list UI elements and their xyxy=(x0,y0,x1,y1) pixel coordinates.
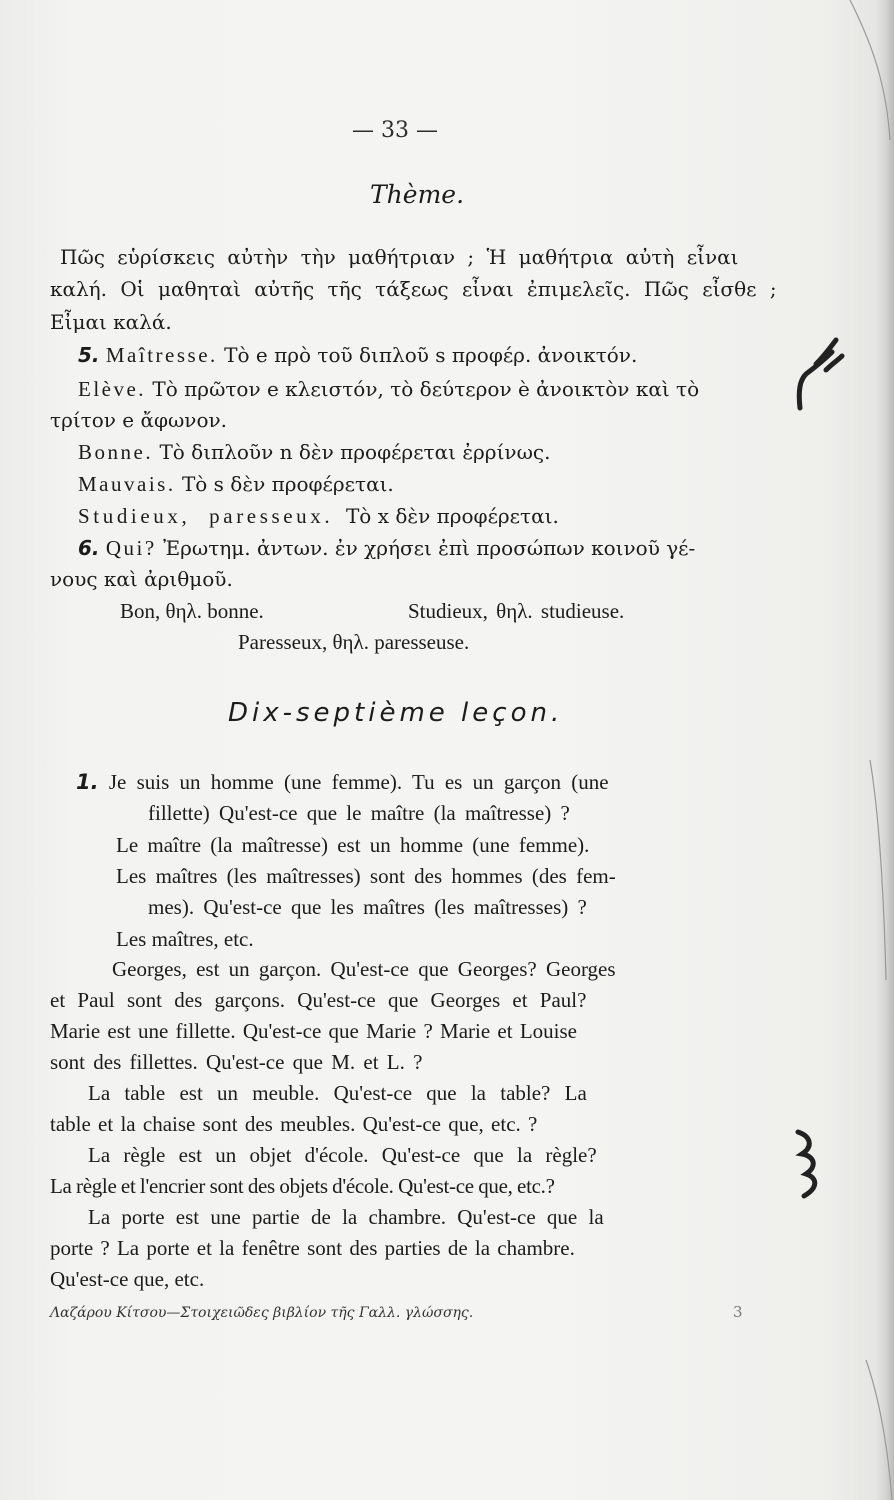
note-studieux-word: Studieux, paresseux. xyxy=(78,504,334,528)
lesson-line-1 xyxy=(76,770,609,795)
note-studieux-line xyxy=(78,504,559,529)
lesson-number: 1. xyxy=(76,770,99,794)
handwritten-mark-bottom xyxy=(780,1126,830,1206)
note-mauvais-line xyxy=(78,472,394,497)
note-eleve-text: Τὸ πρῶτον e κλειστόν, τὸ δεύτερον è ἀνοικτὸν καὶ τὸ xyxy=(152,377,700,401)
lesson-line-5: mes). Qu'est-ce que les maîtres (les maîtresses) ? xyxy=(148,895,587,919)
lesson-line-3: Le maître (la maîtresse) est un homme (une femme). xyxy=(116,833,590,857)
bon-feminine: Bon, θηλ. bonne. xyxy=(120,599,264,623)
lesson-line-10: sont des fillettes. Qu'est-ce que M. et L. ? xyxy=(50,1050,423,1074)
lesson-line-16: porte ? La porte et la fenêtre sont des parties de la chambre. xyxy=(50,1236,575,1260)
lesson-line-15: La porte est une partie de la chambre. Qu'est-ce que la xyxy=(88,1205,604,1229)
note-5-word: Maîtresse. xyxy=(105,343,218,367)
lesson-line-2: fillette) Qu'est-ce que le maître (la maîtresse) ? xyxy=(148,801,570,825)
paresseux-feminine: Paresseux, θηλ. paresseuse. xyxy=(238,630,470,654)
lesson-line-7: Georges, est un garçon. Qu'est-ce que Georges? Georges xyxy=(112,957,616,981)
lesson-heading: Dix-septième leçon. xyxy=(228,698,564,728)
lesson-line-14: La règle et l'encrier sont des objets d'école. Qu'est-ce que, etc.? xyxy=(50,1174,555,1198)
worn-page-edge xyxy=(840,0,894,1500)
lesson-line-12: table et la chaise sont des meubles. Qu'est-ce que, etc. ? xyxy=(50,1112,538,1136)
note-6-line xyxy=(78,536,695,561)
note-eleve-cont: τρίτον e ἄφωνον. xyxy=(50,408,228,432)
note-bonne-text: Τὸ διπλοῦν n δὲν προφέρεται ἐρρίνως. xyxy=(159,440,551,464)
note-studieux-text: Τὸ x δὲν προφέρεται. xyxy=(345,504,559,528)
lesson-line-9: Marie est une fillette. Qu'est-ce que Marie ? Marie et Louise xyxy=(50,1019,577,1043)
handwritten-mark-top xyxy=(786,330,846,420)
note-mauvais-word: Mauvais. xyxy=(78,472,176,496)
note-6-word: Qui? xyxy=(105,536,157,560)
note-eleve-line xyxy=(78,377,699,402)
theme-heading: Thème. xyxy=(370,180,465,209)
note-6-cont: νους καὶ ἀριθμοῦ. xyxy=(50,567,233,591)
page-number: — 33 — xyxy=(352,118,438,143)
lesson-line-17: Qu'est-ce que, etc. xyxy=(50,1267,205,1291)
note-mauvais-text: Τὸ s δὲν προφέρεται. xyxy=(181,472,394,496)
note-bonne-word: Bonne. xyxy=(78,440,154,464)
note-5-text: Τὸ e πρὸ τοῦ διπλοῦ s προφέρ. ἀνοικτόν. xyxy=(224,343,638,367)
note-eleve-word: Elève. xyxy=(78,377,147,401)
lesson-line-8: et Paul sont des garçons. Qu'est-ce que Georges et Paul? xyxy=(50,988,587,1012)
note-6-text: Ἐρωτημ. ἀντων. ἐν χρήσει ἐπὶ προσώπων κοινοῦ γέ- xyxy=(163,536,696,560)
studieux-feminine: Studieux, θηλ. studieuse. xyxy=(408,599,625,623)
theme-line-3: Εἶμαι καλά. xyxy=(50,310,172,334)
note-6-number: 6. xyxy=(78,536,100,560)
lesson-line-1-text: Je suis un homme (une femme). Tu es un garçon (une xyxy=(108,770,609,794)
theme-line-2: καλή. Οἱ μαθηταὶ αὐτῆς τῆς τάξεως εἶναι ἐπιμελεῖς. Πῶς εἶσθε ; xyxy=(50,277,777,301)
note-5-number: 5. xyxy=(78,343,100,367)
footer-signature: Λαζάρου Κίτσου—Στοιχειῶδες βιβλίον τῆς Γαλλ. γλώσσης. xyxy=(50,1305,474,1321)
lesson-line-4: Les maîtres (les maîtresses) sont des hommes (des fem- xyxy=(116,864,616,888)
lesson-line-6: Les maîtres, etc. xyxy=(116,927,254,951)
footer-sheet-number: 3 xyxy=(733,1303,743,1321)
note-5-line xyxy=(78,343,637,368)
lesson-line-13: La règle est un objet d'école. Qu'est-ce que la règle? xyxy=(88,1143,597,1167)
lesson-line-11: La table est un meuble. Qu'est-ce que la table? La xyxy=(88,1081,587,1105)
theme-line-1: Πῶς εὑρίσκεις αὐτὴν τὴν μαθήτριαν ; Ἡ μαθήτρια αὐτὴ εἶναι xyxy=(60,245,739,269)
note-bonne-line xyxy=(78,440,550,465)
